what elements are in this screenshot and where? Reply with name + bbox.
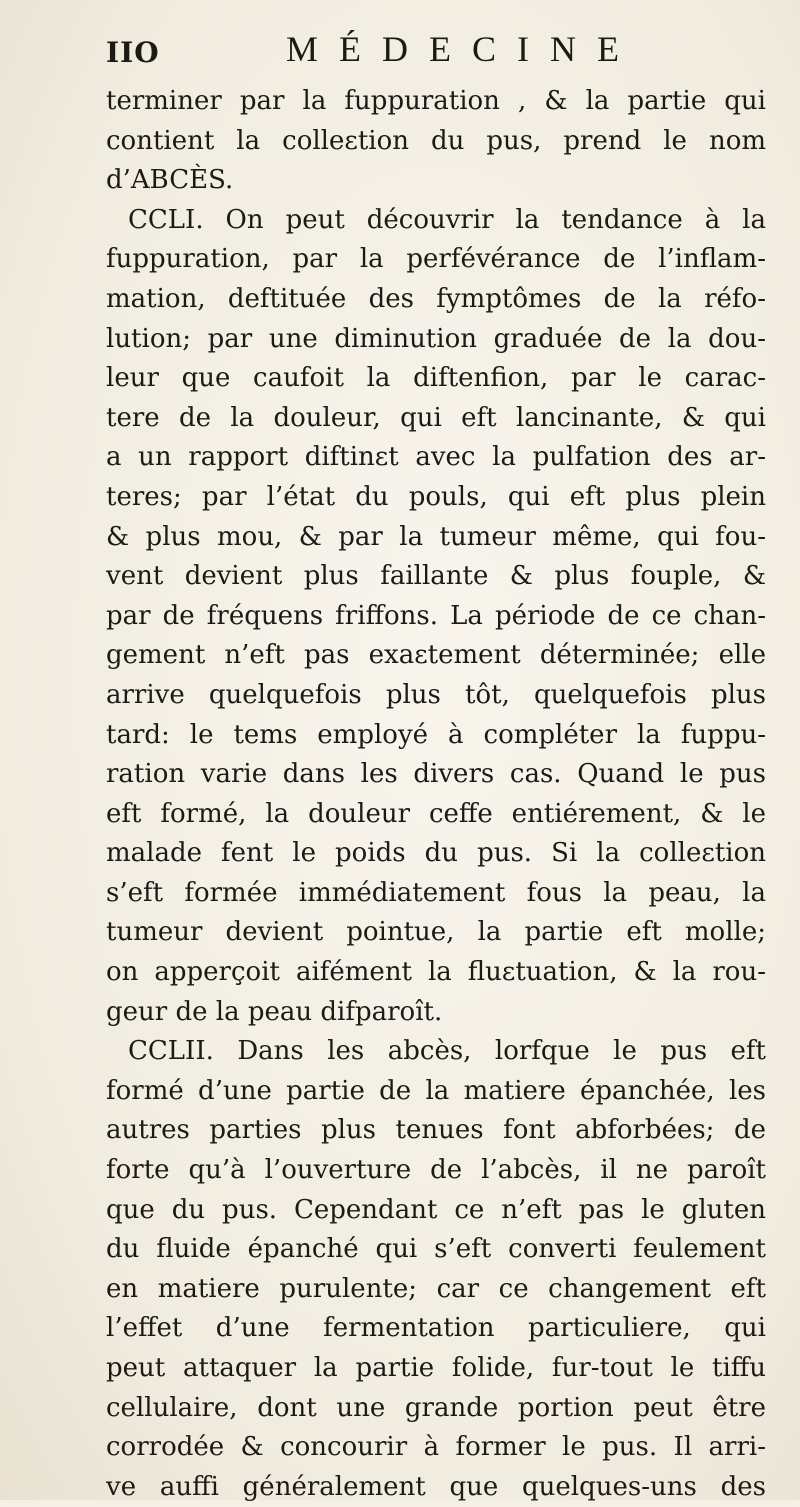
text-line: terminer par la fuppuration , & la partie qui [106,86,766,116]
text-line: peut attaquer la partie folide, fur-tout le tiffu [106,1353,766,1383]
text-line: en matiere purulente; car ce changement eft [106,1273,766,1304]
text-line: tere de la douleur, qui eft lancinante, & qui [106,402,766,433]
text-line: teres; par l’état du pouls, qui eft plus plein [106,481,766,512]
text-line: geur de la peau difparoît. [106,996,443,1027]
text-line: lution; par une diminution graduée de la dou- [106,323,766,354]
text-line: vent devient plus faillante & plus fouple, & [106,561,766,592]
text-line: leur que caufoit la diftenfion, par le carac- [106,363,766,394]
text-line: ration varie dans les divers cas. Quand le pus [106,759,766,790]
text-line: l’effet d’une fermentation particuliere, qui [106,1313,766,1344]
running-title: MÉDECINE [286,29,640,69]
page-number: IIO [106,36,160,69]
text-line: formé d’une partie de la matiere épanchée, les [106,1075,766,1106]
text-line: corrodée & concourir à former le pus. Il arri- [106,1432,766,1463]
text-line: mation, deftituée des fymptômes de la réfo- [106,283,766,314]
text-line: arrive quelquefois plus tôt, quelquefois plus [106,679,766,710]
text-line: par de fréquens friffons. La période de ce chan- [106,600,766,631]
text-line: contient la colleɛtion du pus, prend le nom [106,125,766,156]
text-line: que du pus. Cependant ce n’eft pas le gluten [106,1194,766,1225]
text-line: CCLII. Dans les abcès, lorfque le pus eft [128,1036,766,1067]
text-line: du fluide épanché qui s’eft converti feulement [106,1234,766,1265]
text-line: a un rapport diftinɛt avec la pulfation des ar- [106,442,766,473]
page-header [106,28,756,72]
text-line: tard: le tems employé à compléter la fuppu- [106,719,766,750]
text-line: CCLI. On peut découvrir la tendance à la [128,204,766,235]
text-line: autres parties plus tenues font abforbées; de [106,1115,766,1146]
text-line: ve auffi généralement que quelques-uns des [106,1471,766,1502]
text-line: & plus mou, & par la tumeur même, qui fou- [106,521,766,552]
text-line: d’ABCÈS. [106,165,234,196]
text-line: cellulaire, dont une grande portion peut être [106,1392,766,1423]
text-line: on apperçoit aifément la fluɛtuation, & la rou- [106,957,766,988]
text-line: eft formé, la douleur ceffe entiérement, & le [106,798,766,829]
text-line: tumeur devient pointue, la partie eft molle; [106,917,766,948]
text-line: malade fent le poids du pus. Si la colleɛtion [106,838,766,869]
text-line: forte qu’à l’ouverture de l’abcès, il ne paroît [106,1155,766,1186]
text-line: gement n’eft pas exaɛtement déterminée; elle [106,640,766,671]
body-text [106,82,766,1507]
text-line: fuppuration, par la perfévérance de l’inflam- [106,244,766,275]
text-line: s’eft formée immédiatement fous la peau, la [106,877,766,908]
